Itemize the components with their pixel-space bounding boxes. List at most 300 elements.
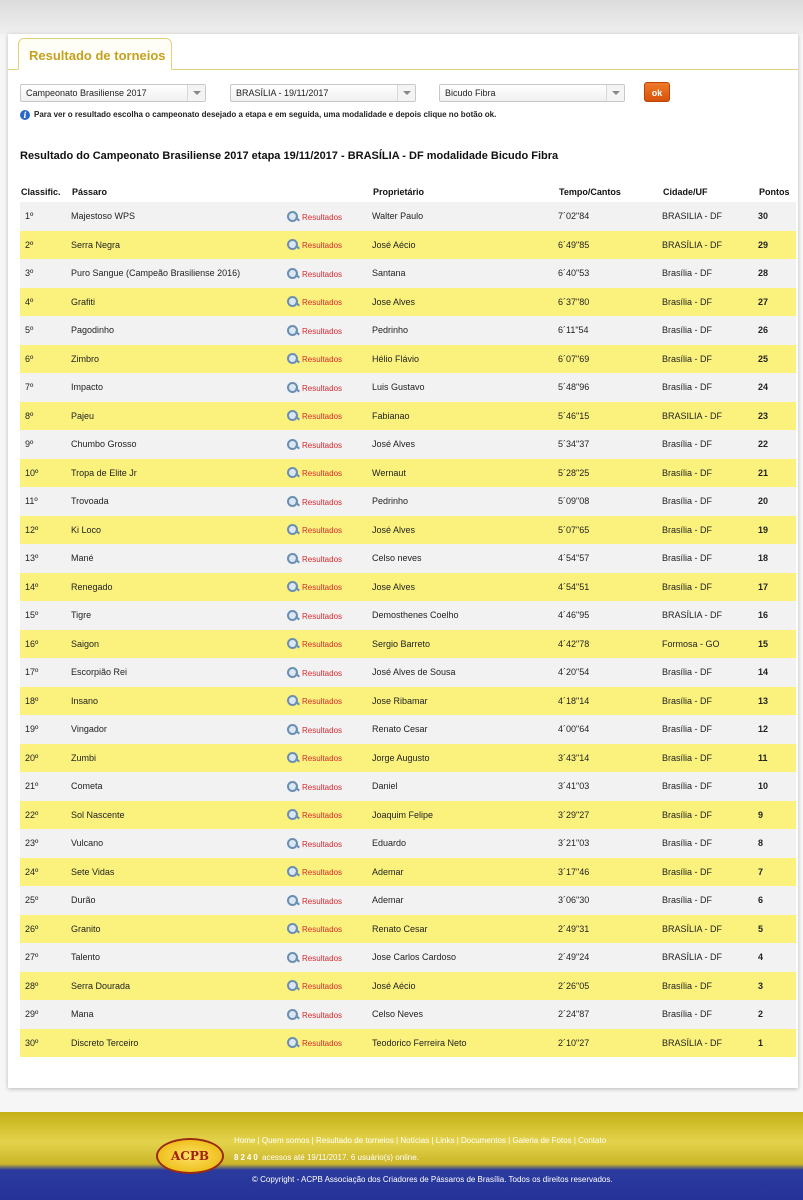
magnifier-icon [287, 382, 299, 393]
resultados-link-label: Resultados [302, 925, 343, 935]
cell-resultados [287, 801, 372, 830]
cell-tempo: 2´24"87 [558, 1000, 662, 1029]
table-row [20, 544, 796, 573]
cell-tempo: 3´21"03 [558, 829, 662, 858]
cell-tempo: 3´41"03 [558, 772, 662, 801]
cell-passaro: Ki Loco [71, 516, 287, 545]
magnifier-icon [287, 752, 299, 763]
cell-classific: 28º [20, 972, 71, 1001]
cell-pontos: 9 [758, 801, 796, 830]
resultados-link[interactable] [287, 241, 342, 250]
info-icon: i [20, 110, 30, 120]
footer-link[interactable]: Quem somos [261, 1136, 310, 1145]
resultados-link[interactable] [287, 954, 342, 963]
resultados-link-label: Resultados [302, 868, 343, 878]
cell-pontos: 15 [758, 630, 796, 659]
resultados-link-label: Resultados [302, 782, 343, 792]
footer-separator: | [505, 1136, 513, 1145]
resultados-link-label: Resultados [302, 839, 343, 849]
resultados-link[interactable] [287, 469, 342, 478]
cell-classific: 22º [20, 801, 71, 830]
magnifier-icon [287, 781, 299, 792]
cell-tempo: 5´46"15 [558, 402, 662, 431]
cell-cidade: Brasília - DF [662, 573, 758, 602]
footer-separator: | [393, 1136, 401, 1145]
cell-classific: 7º [20, 373, 71, 402]
cell-classific: 23º [20, 829, 71, 858]
cell-tempo: 3´29"27 [558, 801, 662, 830]
magnifier-icon [287, 467, 299, 478]
cell-resultados [287, 715, 372, 744]
cell-pontos: 22 [758, 430, 796, 459]
cell-resultados [287, 516, 372, 545]
cell-classific: 14º [20, 573, 71, 602]
cell-classific: 24º [20, 858, 71, 887]
footer-link[interactable]: Documentos [461, 1136, 506, 1145]
col-tempo: Tempo/Cantos [559, 187, 621, 197]
cell-resultados [287, 687, 372, 716]
resultados-link[interactable] [287, 982, 342, 991]
resultados-link-label: Resultados [302, 982, 343, 992]
magnifier-icon [287, 581, 299, 592]
etapa-select[interactable] [230, 84, 416, 102]
table-row [20, 715, 796, 744]
page-top-bar [0, 0, 803, 34]
etapa-select-value: BRASÍLIA - 19/11/2017 [236, 88, 329, 98]
cell-passaro: Granito [71, 915, 287, 944]
resultados-link[interactable] [287, 925, 342, 934]
table-header-row [20, 182, 796, 202]
cell-cidade: Brasília - DF [662, 373, 758, 402]
resultados-link[interactable] [287, 783, 342, 792]
table-row [20, 829, 796, 858]
cell-cidade: BRASÍLIA - DF [662, 1029, 758, 1058]
col-classific: Classific. [21, 187, 61, 197]
magnifier-icon [287, 211, 299, 222]
resultados-link-label: Resultados [302, 725, 343, 735]
cell-classific: 19º [20, 715, 71, 744]
cell-cidade: Brasília - DF [662, 544, 758, 573]
magnifier-icon [287, 638, 299, 649]
resultados-link-label: Resultados [302, 697, 343, 707]
resultados-link[interactable] [287, 840, 342, 849]
modalidade-select-value: Bicudo Fibra [445, 88, 496, 98]
cell-tempo: 5´09"08 [558, 487, 662, 516]
resultados-link[interactable] [287, 1039, 342, 1048]
table-row [20, 943, 796, 972]
cell-tempo: 6´37"80 [558, 288, 662, 317]
cell-pontos: 1 [758, 1029, 796, 1058]
magnifier-icon [287, 895, 299, 906]
cell-proprietario: Santana [372, 259, 558, 288]
chevron-down-icon [397, 85, 415, 101]
table-row [20, 573, 796, 602]
cell-classific: 21º [20, 772, 71, 801]
cell-cidade: BRASILIA - DF [662, 202, 758, 231]
footer-link[interactable]: Notícias [400, 1136, 430, 1145]
table-row [20, 858, 796, 887]
cell-passaro: Talento [71, 943, 287, 972]
cell-pontos: 14 [758, 658, 796, 687]
cell-proprietario: Renato Cesar [372, 715, 558, 744]
resultados-link[interactable] [287, 270, 342, 279]
footer-link[interactable]: Contato [578, 1136, 607, 1145]
resultados-link[interactable] [287, 697, 342, 706]
footer-link[interactable]: Home [234, 1136, 256, 1145]
cell-cidade: Brasília - DF [662, 744, 758, 773]
copyright-text: © Copyright - ACPB Associação dos Criadores de Pássaros de Brasília. Todos os direitos reservados. [252, 1175, 613, 1184]
col-cidade: Cidade/UF [663, 187, 708, 197]
cell-resultados [287, 430, 372, 459]
magnifier-icon [287, 353, 299, 364]
cell-tempo: 4´18"14 [558, 687, 662, 716]
table-row [20, 630, 796, 659]
cell-passaro: Pajeu [71, 402, 287, 431]
cell-tempo: 3´17"46 [558, 858, 662, 887]
resultados-link[interactable] [287, 1011, 342, 1020]
cell-classific: 27º [20, 943, 71, 972]
cell-proprietario: Hélio Flávio [372, 345, 558, 374]
cell-passaro: Vingador [71, 715, 287, 744]
resultados-link-label: Resultados [302, 811, 343, 821]
resultados-link[interactable] [287, 213, 342, 222]
cell-resultados [287, 915, 372, 944]
cell-tempo: 2´10"27 [558, 1029, 662, 1058]
cell-proprietario: José Aécio [372, 972, 558, 1001]
cell-passaro: Vulcano [71, 829, 287, 858]
cell-passaro: Saigon [71, 630, 287, 659]
resultados-link[interactable] [287, 754, 342, 763]
tab-resultado-de-torneios[interactable]: Resultado de torneios [18, 38, 172, 70]
cell-pontos: 26 [758, 316, 796, 345]
magnifier-icon [287, 296, 299, 307]
table-row [20, 231, 796, 260]
cell-tempo: 7´02"84 [558, 202, 662, 231]
cell-cidade: BRASÍLIA - DF [662, 231, 758, 260]
resultados-link[interactable] [287, 640, 342, 649]
magnifier-icon [287, 325, 299, 336]
visit-counter-text: acessos até 19/11/2017. 6 usuário(s) online. [262, 1153, 419, 1162]
cell-cidade: Brasília - DF [662, 972, 758, 1001]
table-row [20, 801, 796, 830]
cell-pontos: 27 [758, 288, 796, 317]
col-proprietario: Proprietário [373, 187, 425, 197]
cell-classific: 20º [20, 744, 71, 773]
resultados-link[interactable] [287, 384, 342, 393]
campeonato-select[interactable] [20, 84, 206, 102]
cell-cidade: Brasília - DF [662, 858, 758, 887]
cell-cidade: Brasília - DF [662, 772, 758, 801]
cell-tempo: 6´49"85 [558, 231, 662, 260]
table-row [20, 316, 796, 345]
cell-classific: 13º [20, 544, 71, 573]
cell-resultados [287, 231, 372, 260]
cell-passaro: Serra Dourada [71, 972, 287, 1001]
cell-passaro: Mana [71, 1000, 287, 1029]
footer-nav [234, 1136, 606, 1145]
resultados-link-label: Resultados [302, 668, 343, 678]
cell-passaro: Chumbo Grosso [71, 430, 287, 459]
cell-resultados [287, 345, 372, 374]
cell-resultados [287, 658, 372, 687]
cell-proprietario: Jose Alves [372, 573, 558, 602]
cell-classific: 26º [20, 915, 71, 944]
resultados-link[interactable] [287, 441, 342, 450]
cell-proprietario: Walter Paulo [372, 202, 558, 231]
cell-tempo: 4´54"51 [558, 573, 662, 602]
cell-tempo: 6´07"69 [558, 345, 662, 374]
cell-proprietario: Teodorico Ferreira Neto [372, 1029, 558, 1058]
table-row [20, 886, 796, 915]
cell-cidade: Formosa - GO [662, 630, 758, 659]
magnifier-icon [287, 268, 299, 279]
cell-classific: 17º [20, 658, 71, 687]
table-row [20, 658, 796, 687]
col-passaro: Pássaro [72, 187, 108, 197]
cell-pontos: 4 [758, 943, 796, 972]
cell-pontos: 17 [758, 573, 796, 602]
cell-passaro: Escorpião Rei [71, 658, 287, 687]
results-body [20, 202, 796, 1057]
chevron-down-icon [187, 85, 205, 101]
table-row [20, 1029, 796, 1058]
cell-proprietario: Jose Carlos Cardoso [372, 943, 558, 972]
cell-classific: 30º [20, 1029, 71, 1058]
cell-proprietario: Luis Gustavo [372, 373, 558, 402]
footer [0, 1112, 803, 1200]
footer-separator: | [309, 1136, 316, 1145]
cell-pontos: 10 [758, 772, 796, 801]
campeonato-select-value: Campeonato Brasiliense 2017 [26, 88, 147, 98]
cell-classific: 1º [20, 202, 71, 231]
cell-classific: 15º [20, 601, 71, 630]
resultados-link-label: Resultados [302, 640, 343, 650]
cell-pontos: 23 [758, 402, 796, 431]
cell-pontos: 19 [758, 516, 796, 545]
cell-resultados [287, 487, 372, 516]
footer-separator: | [454, 1136, 461, 1145]
cell-pontos: 18 [758, 544, 796, 573]
cell-pontos: 11 [758, 744, 796, 773]
resultados-link-label: Resultados [302, 497, 343, 507]
cell-tempo: 2´49"31 [558, 915, 662, 944]
results-table [20, 182, 796, 1057]
resultados-link-label: Resultados [302, 383, 343, 393]
magnifier-icon [287, 667, 299, 678]
resultados-link-label: Resultados [302, 583, 343, 593]
cell-passaro: Majestoso WPS [71, 202, 287, 231]
magnifier-icon [287, 809, 299, 820]
cell-resultados [287, 943, 372, 972]
cell-cidade: Brasília - DF [662, 658, 758, 687]
cell-classific: 16º [20, 630, 71, 659]
magnifier-icon [287, 553, 299, 564]
cell-resultados [287, 1029, 372, 1058]
cell-resultados [287, 829, 372, 858]
cell-cidade: Brasília - DF [662, 516, 758, 545]
cell-cidade: BRASÍLIA - DF [662, 943, 758, 972]
table-row [20, 402, 796, 431]
cell-proprietario: José Alves [372, 516, 558, 545]
resultados-link[interactable] [287, 811, 342, 820]
resultados-link[interactable] [287, 355, 342, 364]
cell-classific: 25º [20, 886, 71, 915]
cell-cidade: Brasília - DF [662, 288, 758, 317]
resultados-link[interactable] [287, 897, 342, 906]
resultados-link[interactable] [287, 498, 342, 507]
cell-cidade: Brasília - DF [662, 316, 758, 345]
cell-passaro: Trovoada [71, 487, 287, 516]
cell-proprietario: José Aécio [372, 231, 558, 260]
resultados-link[interactable] [287, 612, 342, 621]
table-row [20, 601, 796, 630]
resultados-link[interactable] [287, 583, 342, 592]
ok-button[interactable]: ok [644, 82, 670, 102]
resultados-link[interactable] [287, 327, 342, 336]
cell-tempo: 4´42"78 [558, 630, 662, 659]
table-row [20, 202, 796, 231]
cell-proprietario: Renato Cesar [372, 915, 558, 944]
cell-proprietario: Jorge Augusto [372, 744, 558, 773]
cell-tempo: 2´49"24 [558, 943, 662, 972]
cell-proprietario: Pedrinho [372, 487, 558, 516]
resultados-link[interactable] [287, 526, 342, 535]
table-row [20, 972, 796, 1001]
footer-link[interactable]: Galeria de Fotos [512, 1136, 572, 1145]
cell-resultados [287, 601, 372, 630]
resultados-link[interactable] [287, 868, 342, 877]
cell-pontos: 6 [758, 886, 796, 915]
cell-passaro: Zumbi [71, 744, 287, 773]
cell-tempo: 5´28"25 [558, 459, 662, 488]
footer-link[interactable]: Resultado de torneios [315, 1136, 394, 1145]
cell-classific: 29º [20, 1000, 71, 1029]
cell-pontos: 8 [758, 829, 796, 858]
cell-passaro: Discreto Terceiro [71, 1029, 287, 1058]
cell-passaro: Grafiti [71, 288, 287, 317]
cell-proprietario: Eduardo [372, 829, 558, 858]
resultados-link-label: Resultados [302, 1010, 343, 1020]
cell-resultados [287, 202, 372, 231]
resultados-link-label: Resultados [302, 326, 343, 336]
cell-cidade: Brasília - DF [662, 687, 758, 716]
cell-classific: 6º [20, 345, 71, 374]
main-content [8, 34, 798, 1088]
resultados-link-label: Resultados [302, 754, 343, 764]
chevron-down-icon [606, 85, 624, 101]
cell-tempo: 4´46"95 [558, 601, 662, 630]
cell-proprietario: Pedrinho [372, 316, 558, 345]
cell-passaro: Impacto [71, 373, 287, 402]
cell-passaro: Zimbro [71, 345, 287, 374]
cell-resultados [287, 544, 372, 573]
cell-resultados [287, 886, 372, 915]
table-row [20, 459, 796, 488]
magnifier-icon [287, 610, 299, 621]
cell-classific: 9º [20, 430, 71, 459]
cell-resultados [287, 402, 372, 431]
cell-resultados [287, 858, 372, 887]
cell-passaro: Sete Vidas [71, 858, 287, 887]
info-hint [20, 110, 496, 120]
col-resultados [287, 182, 372, 202]
magnifier-icon [287, 439, 299, 450]
table-row [20, 373, 796, 402]
cell-cidade: Brasília - DF [662, 1000, 758, 1029]
cell-resultados [287, 316, 372, 345]
magnifier-icon [287, 1009, 299, 1020]
cell-proprietario: Ademar [372, 886, 558, 915]
cell-tempo: 4´54"57 [558, 544, 662, 573]
cell-passaro: Pagodinho [71, 316, 287, 345]
cell-classific: 10º [20, 459, 71, 488]
cell-classific: 11º [20, 487, 71, 516]
magnifier-icon [287, 923, 299, 934]
cell-proprietario: Jose Alves [372, 288, 558, 317]
resultados-link[interactable] [287, 298, 342, 307]
resultados-link-label: Resultados [302, 611, 343, 621]
magnifier-icon [287, 952, 299, 963]
cell-pontos: 3 [758, 972, 796, 1001]
cell-pontos: 7 [758, 858, 796, 887]
cell-classific: 12º [20, 516, 71, 545]
cell-tempo: 3´43"14 [558, 744, 662, 773]
cell-resultados [287, 259, 372, 288]
cell-cidade: Brasília - DF [662, 345, 758, 374]
cell-resultados [287, 972, 372, 1001]
col-pontos: Pontos [759, 187, 790, 197]
cell-proprietario: Celso neves [372, 544, 558, 573]
cell-cidade: Brasília - DF [662, 886, 758, 915]
cell-passaro: Tigre [71, 601, 287, 630]
cell-proprietario: Wernaut [372, 459, 558, 488]
cell-cidade: Brasília - DF [662, 259, 758, 288]
footer-separator: | [571, 1136, 579, 1145]
cell-resultados [287, 373, 372, 402]
modalidade-select[interactable] [439, 84, 625, 102]
magnifier-icon [287, 695, 299, 706]
cell-classific: 4º [20, 288, 71, 317]
footer-link[interactable]: Links [435, 1136, 455, 1145]
resultados-link-label: Resultados [302, 355, 343, 365]
magnifier-icon [287, 724, 299, 735]
cell-pontos: 12 [758, 715, 796, 744]
cell-cidade: BRASÍLIA - DF [662, 915, 758, 944]
cell-resultados [287, 573, 372, 602]
cell-passaro: Durão [71, 886, 287, 915]
cell-resultados [287, 459, 372, 488]
resultados-link-label: Resultados [302, 212, 343, 222]
cell-cidade: BRASILIA - DF [662, 402, 758, 431]
acpb-logo[interactable]: ACPB [156, 1138, 224, 1174]
table-row [20, 516, 796, 545]
resultados-link[interactable] [287, 669, 342, 678]
resultados-link-label: Resultados [302, 298, 343, 308]
cell-cidade: Brasília - DF [662, 715, 758, 744]
cell-pontos: 24 [758, 373, 796, 402]
table-row [20, 687, 796, 716]
resultados-link[interactable] [287, 726, 342, 735]
cell-cidade: Brasília - DF [662, 829, 758, 858]
cell-classific: 18º [20, 687, 71, 716]
resultados-link[interactable] [287, 412, 342, 421]
cell-pontos: 16 [758, 601, 796, 630]
resultados-link[interactable] [287, 555, 342, 564]
cell-resultados [287, 772, 372, 801]
table-row [20, 430, 796, 459]
cell-proprietario: José Alves de Sousa [372, 658, 558, 687]
table-row [20, 1000, 796, 1029]
